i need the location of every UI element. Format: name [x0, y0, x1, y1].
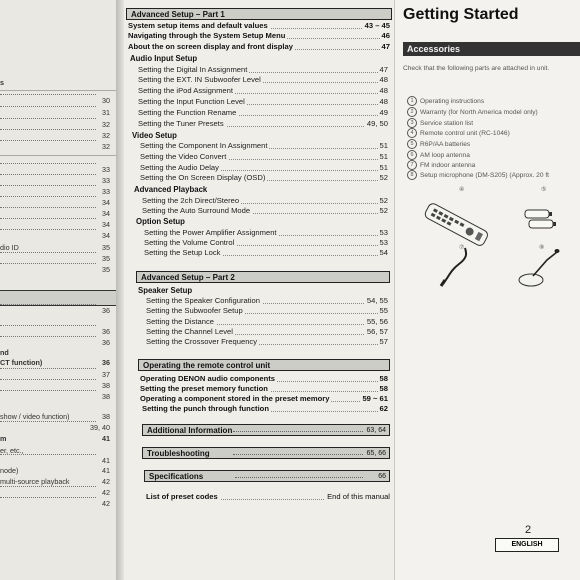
toc-entry[interactable]: Setting the preset memory function 58	[140, 384, 388, 393]
toc-entry[interactable]: Setting the Speaker Configuration 54, 55	[146, 296, 388, 305]
toc-entry[interactable]: Setting the iPod Assignment 48	[138, 86, 388, 95]
accessory-item: 1 Operating instructions	[407, 96, 484, 106]
section-header-advanced-setup-part1: Advanced Setup – Part 1	[126, 8, 392, 20]
toc-entry[interactable]: Setting the Power Amplifier Assignment 53	[144, 228, 388, 237]
accessories-illustration	[407, 188, 577, 298]
batteries-icon	[525, 210, 556, 228]
toc-entry[interactable]: Setting the Channel Level 56, 57	[146, 327, 388, 336]
accessory-item: 7 FM indoor antenna	[407, 160, 475, 170]
toc-entry[interactable]: Setting the Audio Delay 51	[140, 163, 388, 172]
toc-entry[interactable]: Setting the Distance 55, 56	[146, 317, 388, 326]
accessories-header: Accessories	[403, 42, 580, 56]
toc-entry[interactable]: Setting the EXT. IN Subwoofer Level 48	[138, 75, 388, 84]
page-title: Getting Started	[403, 6, 519, 23]
group-title-option-setup: Option Setup	[136, 217, 185, 226]
section-header-remote-control: Operating the remote control unit	[138, 359, 390, 371]
toc-entry[interactable]: Setting the Crossover Frequency 57	[146, 337, 388, 346]
toc-entry[interactable]: Operating DENON audio components 58	[140, 374, 388, 383]
divider	[0, 155, 116, 156]
toc-entry[interactable]: System setup items and default values 43 – 45	[128, 21, 390, 30]
toc-entry[interactable]: Setting the punch through function 62	[142, 404, 388, 413]
page-number: 2	[525, 524, 532, 536]
group-title-speaker-setup: Speaker Setup	[138, 286, 193, 295]
toc-entry[interactable]: Setting the Digital In Assignment 47	[138, 65, 388, 74]
remote-control-icon	[423, 202, 489, 247]
getting-started-page	[394, 0, 580, 580]
section-header-additional-information[interactable]: Additional Information 63, 64	[142, 424, 390, 436]
accessory-item: 8 Setup microphone (DM-S205) (Approx. 20 ft	[407, 170, 549, 180]
figure-label: ⑦	[459, 245, 465, 251]
accessory-item: 3 Service station list	[407, 118, 473, 128]
group-title-video-setup: Video Setup	[132, 131, 177, 140]
section-header-troubleshooting[interactable]: Troubleshooting 65, 66	[142, 447, 390, 459]
toc-entry[interactable]: Setting the Video Convert 51	[140, 152, 388, 161]
section-header-advanced-setup-part2: Advanced Setup – Part 2	[136, 271, 390, 283]
figure-label: ⑧	[539, 245, 545, 251]
toc-entry[interactable]: Setting the Function Rename 49	[138, 108, 388, 117]
group-title-advanced-playback: Advanced Playback	[134, 185, 208, 194]
fm-antenna-icon	[441, 248, 466, 286]
group-title-audio-input: Audio Input Setup	[130, 54, 198, 63]
section-header-specifications[interactable]: Specifications 66	[144, 470, 390, 482]
toc-entry[interactable]: Navigating through the System Setup Menu 46	[128, 31, 390, 40]
toc-entry[interactable]: Setting the Tuner Presets 49, 50	[138, 119, 388, 128]
accessory-item: 5 R6P/AA batteries	[407, 139, 470, 149]
accessories-intro: Check that the following parts are attached in unit.	[403, 65, 550, 72]
page-gutter	[116, 0, 124, 580]
toc-entry-preset-codes[interactable]: List of preset codes End of this manual	[146, 492, 390, 501]
divider	[0, 90, 116, 91]
contents-page	[124, 0, 394, 580]
toc-entry[interactable]: Setting the Subwoofer Setup 55	[146, 306, 388, 315]
toc-entry[interactable]: Operating a component stored in the preset memory 59 ~ 61	[140, 394, 388, 403]
toc-entry[interactable]: Setting the Component In Assignment 51	[140, 141, 388, 150]
accessory-item: 6 AM loop antenna	[407, 150, 470, 160]
figure-label: ⑤	[541, 187, 547, 193]
accessory-item: 4 Remote control unit (RC-1046)	[407, 128, 510, 138]
figure-label: ④	[459, 187, 465, 193]
toc-entry[interactable]: Setting the Auto Surround Mode 52	[142, 206, 388, 215]
toc-entry[interactable]: Setting the Input Function Level 48	[138, 97, 388, 106]
setup-microphone-icon	[519, 249, 560, 286]
language-badge: ENGLISH	[495, 538, 559, 552]
toc-entry[interactable]: Setting the Setup Lock 54	[144, 248, 388, 257]
left-page: s 30 31 32 32 32 33 33 33 34 34 34 34 dio ID 35 35 35 36 36 36 nd CT function) 36 37 38 38 show / video function) 38 39, 40 m 41 er, etc., 41 node) 41 multi-source playback 42 42 42	[0, 0, 116, 580]
toc-entry[interactable]: Setting the Volume Control 53	[144, 238, 388, 247]
accessory-item: 2 Warranty (for North America model only)	[407, 107, 538, 117]
toc-entry[interactable]: Setting the On Screen Display (OSD) 52	[140, 173, 388, 182]
toc-entry[interactable]: About the on screen display and front display 47	[128, 42, 390, 51]
toc-entry[interactable]: Setting the 2ch Direct/Stereo 52	[142, 196, 388, 205]
